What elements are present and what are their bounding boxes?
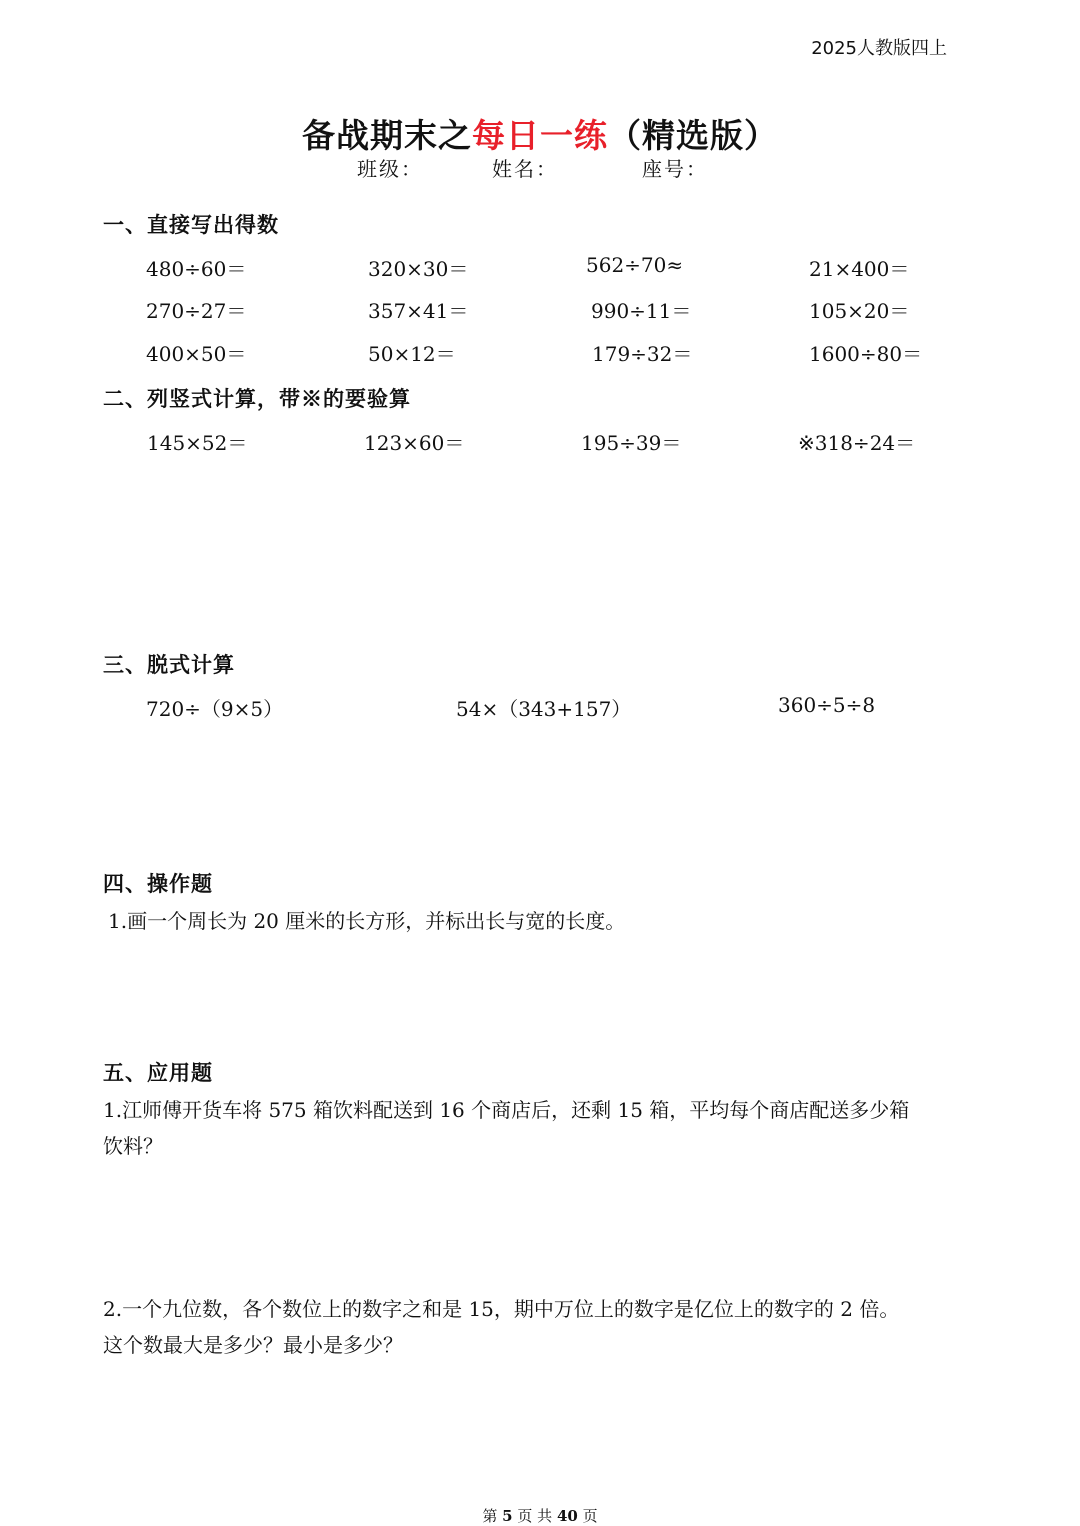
title-part1: 备战期末之 [302,116,472,155]
s5-question2-line1: 2.一个九位数，各个数位上的数字之和是 15，期中万位上的数字是亿位上的数字的 2 倍。 [103,1297,900,1321]
edition-label: 2025人教版四上 [811,38,947,59]
footer-total-pages: 40 [556,1507,578,1525]
s3-item: 360÷5÷8 [778,693,876,717]
seat-label: 座号： [642,157,708,181]
section2-heading: 二、列竖式计算，带※的要验算 [103,386,411,411]
s5-question2-line2: 这个数最大是多少？最小是多少？ [103,1333,403,1357]
s4-question1: 1.画一个周长为 20 厘米的长方形，并标出长与宽的长度。 [108,909,626,933]
s1-item: 480÷60＝ [146,257,247,281]
s2-item: 195÷39＝ [581,431,682,455]
title-part3: （精选版） [608,116,778,155]
section5-heading: 五、应用题 [103,1060,213,1085]
section1-heading: 一、直接写出得数 [103,212,279,237]
s3-item: 54×（343+157） [456,697,632,721]
s1-item: 179÷32＝ [592,342,693,366]
footer-middle: 页 共 [517,1507,553,1525]
s1-item: 357×41＝ [368,299,469,323]
footer-prefix: 第 [482,1507,498,1525]
s1-item: 270÷27＝ [146,299,247,323]
page-footer [0,1505,1080,1526]
s3-item: 720÷（9×5） [146,697,284,721]
s1-item: 562÷70≈ [586,253,684,277]
s1-item: 105×20＝ [809,299,910,323]
s1-item: 50×12＝ [368,342,456,366]
section4-heading: 四、操作题 [103,871,213,896]
page-title [0,110,1080,157]
s5-question1-line1: 1.江师傅开货车将 575 箱饮料配送到 16 个商店后，还剩 15 箱，平均每个商店配送多少箱 [103,1098,910,1122]
s1-item: 320×30＝ [368,257,469,281]
s1-item: 21×400＝ [809,257,910,281]
s2-item: 145×52＝ [147,431,248,455]
s1-item: 1600÷80＝ [809,342,923,366]
footer-suffix: 页 [582,1507,598,1525]
footer-page-number: 5 [502,1507,513,1525]
s5-question1-line2: 饮料？ [103,1134,163,1158]
section3-heading: 三、脱式计算 [103,652,235,677]
title-highlight: 每日一练 [472,116,608,155]
s2-item: 123×60＝ [364,431,465,455]
s1-item: 400×50＝ [146,342,247,366]
name-label: 姓名： [492,157,558,181]
s2-item: ※318÷24＝ [798,431,916,455]
s1-item: 990÷11＝ [591,299,692,323]
class-label: 班级： [357,157,423,181]
